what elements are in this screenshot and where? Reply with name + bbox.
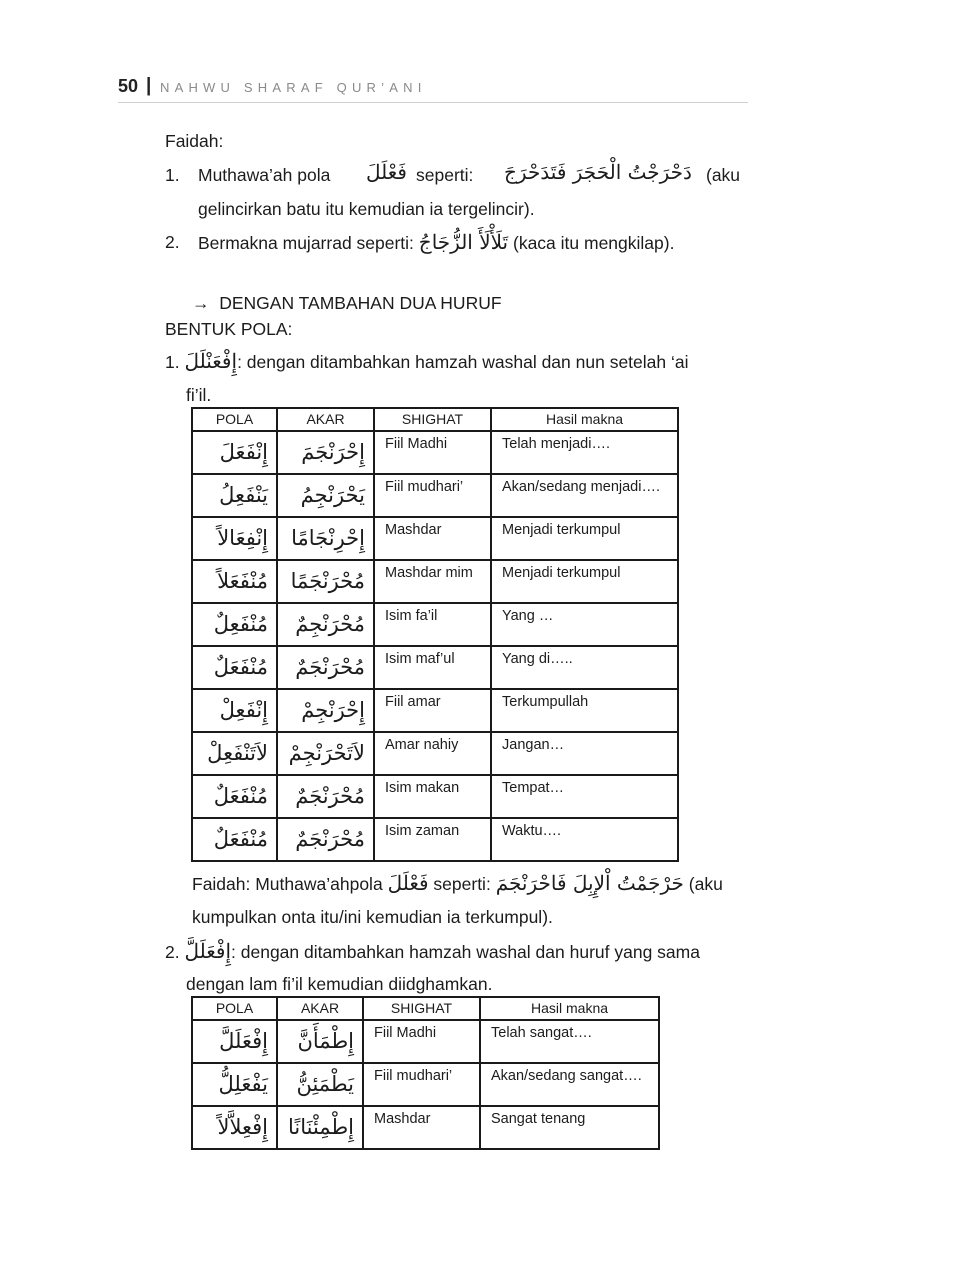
verb-table-1 — [191, 407, 679, 862]
makna-cell: Sangat tenang — [480, 1106, 659, 1149]
makna-cell: Yang … — [491, 603, 678, 646]
makna-cell: Menjadi terkumpul — [491, 560, 678, 603]
faidah-item-2-post: (kaca itu mengkilap). — [513, 233, 675, 253]
column-header: Hasil makna — [480, 997, 659, 1020]
pola-number: 2. — [165, 942, 180, 962]
arabic-pattern: فَعْلَلَ — [387, 871, 429, 895]
pola-2-line2: dengan lam fi’il kemudian diidghamkan. — [186, 974, 493, 994]
makna-cell: Akan/sedang menjadi…. — [491, 474, 678, 517]
shighat-cell: Fiil mudhari’ — [374, 474, 491, 517]
makna-cell: Telah menjadi…. — [491, 431, 678, 474]
pola-cell: إِفْعَلَلَّ — [192, 1020, 277, 1063]
pola-number: 1. — [165, 352, 180, 372]
item-number: 1. — [165, 165, 180, 185]
faidah-2-mid: seperti: — [433, 874, 491, 894]
akar-cell: مُحْرَنْجَمٌ — [277, 775, 374, 818]
makna-cell: Menjadi terkumpul — [491, 517, 678, 560]
pola-1-line2: fi’il. — [186, 385, 212, 405]
shighat-cell: Fiil amar — [374, 689, 491, 732]
table-row — [192, 1106, 659, 1149]
pola-description: : dengan ditambahkan hamzah washal dan nun setelah ‘ai — [237, 352, 689, 372]
shighat-cell: Isim zaman — [374, 818, 491, 861]
faidah-item-1-post: (aku — [706, 165, 741, 185]
section-heading — [192, 292, 502, 314]
akar-cell: إِحْرَنْجِمْ — [277, 689, 374, 732]
faidah-item-1-pre-text: Muthawa’ah pola — [198, 165, 331, 185]
makna-cell: Telah sangat…. — [480, 1020, 659, 1063]
pola-cell: مُنْفَعَلاً — [192, 560, 277, 603]
akar-cell: مُحْرَنْجِمٌ — [277, 603, 374, 646]
table-row — [192, 560, 678, 603]
faidah-item-1-pre — [198, 164, 330, 186]
faidah-2 — [192, 872, 723, 895]
table-row — [192, 1020, 659, 1063]
faidah-item-1-pola — [366, 161, 407, 184]
faidah-item-1-line2: gelincirkan batu itu kemudian ia tergelincir). — [198, 199, 535, 219]
column-header: POLA — [192, 408, 277, 431]
table-row — [192, 689, 678, 732]
section-title: DENGAN TAMBAHAN DUA HURUF — [219, 293, 502, 313]
header-separator: | — [146, 75, 152, 96]
arabic-example: تَلَأْلَأَ الزُّجَاجُ — [418, 230, 509, 254]
table-header-row — [192, 408, 678, 431]
akar-cell: إِطْمِئْنَانًا — [277, 1106, 363, 1149]
faidah-2-line2: kumpulkan onta itu/ini kemudian ia terkumpul). — [192, 907, 553, 927]
akar-cell: إِحْرَنْجَمَ — [277, 431, 374, 474]
faidah-heading: Faidah: — [165, 131, 224, 151]
akar-cell: يَطْمَئِنُّ — [277, 1063, 363, 1106]
arabic-example: دَحْرَجْتُ الْحَجَرَ فَتَدَحْرَجَ — [504, 160, 692, 184]
page-header — [118, 76, 748, 103]
table-row — [192, 474, 678, 517]
faidah-item-1-mid: seperti: — [416, 165, 474, 185]
table-row — [192, 517, 678, 560]
table-row — [192, 603, 678, 646]
bentuk-pola-heading: BENTUK POLA: — [165, 319, 293, 339]
table-header-row — [192, 997, 659, 1020]
makna-cell: Tempat… — [491, 775, 678, 818]
akar-cell: مُحْرَنْجَمًا — [277, 560, 374, 603]
pola-cell: لاَتَنْفَعِلْ — [192, 732, 277, 775]
shighat-cell: Mashdar — [363, 1106, 480, 1149]
table-row — [192, 431, 678, 474]
pola-cell: إِنْفِعَالاً — [192, 517, 277, 560]
column-header: AKAR — [277, 408, 374, 431]
faidah-item-2-number: 2. — [165, 232, 180, 252]
shighat-cell: Fiil Madhi — [374, 431, 491, 474]
akar-cell: يَحْرَنْجِمُ — [277, 474, 374, 517]
pola-cell: مُنْفَعَلٌ — [192, 818, 277, 861]
table-row — [192, 818, 678, 861]
faidah-item-2 — [198, 231, 674, 254]
shighat-cell: Isim maf’ul — [374, 646, 491, 689]
table-row — [192, 732, 678, 775]
shighat-cell: Fiil mudhari’ — [363, 1063, 480, 1106]
makna-cell: Akan/sedang sangat…. — [480, 1063, 659, 1106]
faidah-item-1-arabic — [504, 161, 692, 184]
shighat-cell: Mashdar — [374, 517, 491, 560]
faidah-item-2-pre: Bermakna mujarrad seperti: — [198, 233, 414, 253]
makna-cell: Waktu…. — [491, 818, 678, 861]
arabic-pattern: إِفْعَلَلَّ — [184, 939, 232, 963]
table-row — [192, 775, 678, 818]
pola-cell: إِنْفَعَلَ — [192, 431, 277, 474]
pola-cell: إِنْفَعِلْ — [192, 689, 277, 732]
column-header: SHIGHAT — [374, 408, 491, 431]
shighat-cell: Isim fa’il — [374, 603, 491, 646]
pola-cell: مُنْفَعِلٌ — [192, 603, 277, 646]
arrow-icon: → — [192, 293, 210, 313]
shighat-cell: Mashdar mim — [374, 560, 491, 603]
shighat-cell: Isim makan — [374, 775, 491, 818]
akar-cell: لاَتَحْرَنْجِمْ — [277, 732, 374, 775]
pola-2 — [165, 940, 700, 963]
column-header: AKAR — [277, 997, 363, 1020]
table-row — [192, 646, 678, 689]
shighat-cell: Amar nahiy — [374, 732, 491, 775]
pola-cell: إِفْعِلاَّلاً — [192, 1106, 277, 1149]
pola-cell: يَنْفَعِلُ — [192, 474, 277, 517]
makna-cell: Terkumpullah — [491, 689, 678, 732]
makna-cell: Jangan… — [491, 732, 678, 775]
arabic-pattern: إِفْعَنْلَلَ — [184, 349, 238, 373]
arabic-pattern: فَعْلَلَ — [366, 160, 407, 184]
faidah-item-1 — [165, 164, 180, 186]
book-title: NAHWU SHARAF QUR’ANI — [160, 80, 427, 95]
pola-description: : dengan ditambahkan hamzah washal dan huruf yang sama — [231, 942, 700, 962]
page-number: 50 — [118, 76, 139, 96]
akar-cell: إِطْمَأَنَّ — [277, 1020, 363, 1063]
column-header: POLA — [192, 997, 277, 1020]
column-header: SHIGHAT — [363, 997, 480, 1020]
column-header: Hasil makna — [491, 408, 678, 431]
makna-cell: Yang di….. — [491, 646, 678, 689]
faidah-2-pre: Faidah: Muthawa’ahpola — [192, 874, 383, 894]
akar-cell: مُحْرَنْجَمٌ — [277, 818, 374, 861]
pola-cell: مُنْفَعَلٌ — [192, 646, 277, 689]
akar-cell: مُحْرَنْجَمٌ — [277, 646, 374, 689]
verb-table-2 — [191, 996, 660, 1150]
faidah-2-post: (aku — [688, 874, 723, 894]
table-row — [192, 1063, 659, 1106]
pola-cell: مُنْفَعَلٌ — [192, 775, 277, 818]
arabic-example: حَرْجَمْتُ اْلإِبِلَ فَاحْرَنْجَمَ — [495, 871, 684, 895]
akar-cell: إِحْرِنْجَامًا — [277, 517, 374, 560]
pola-1 — [165, 350, 689, 373]
pola-cell: يَفْعَلِلُّ — [192, 1063, 277, 1106]
shighat-cell: Fiil Madhi — [363, 1020, 480, 1063]
